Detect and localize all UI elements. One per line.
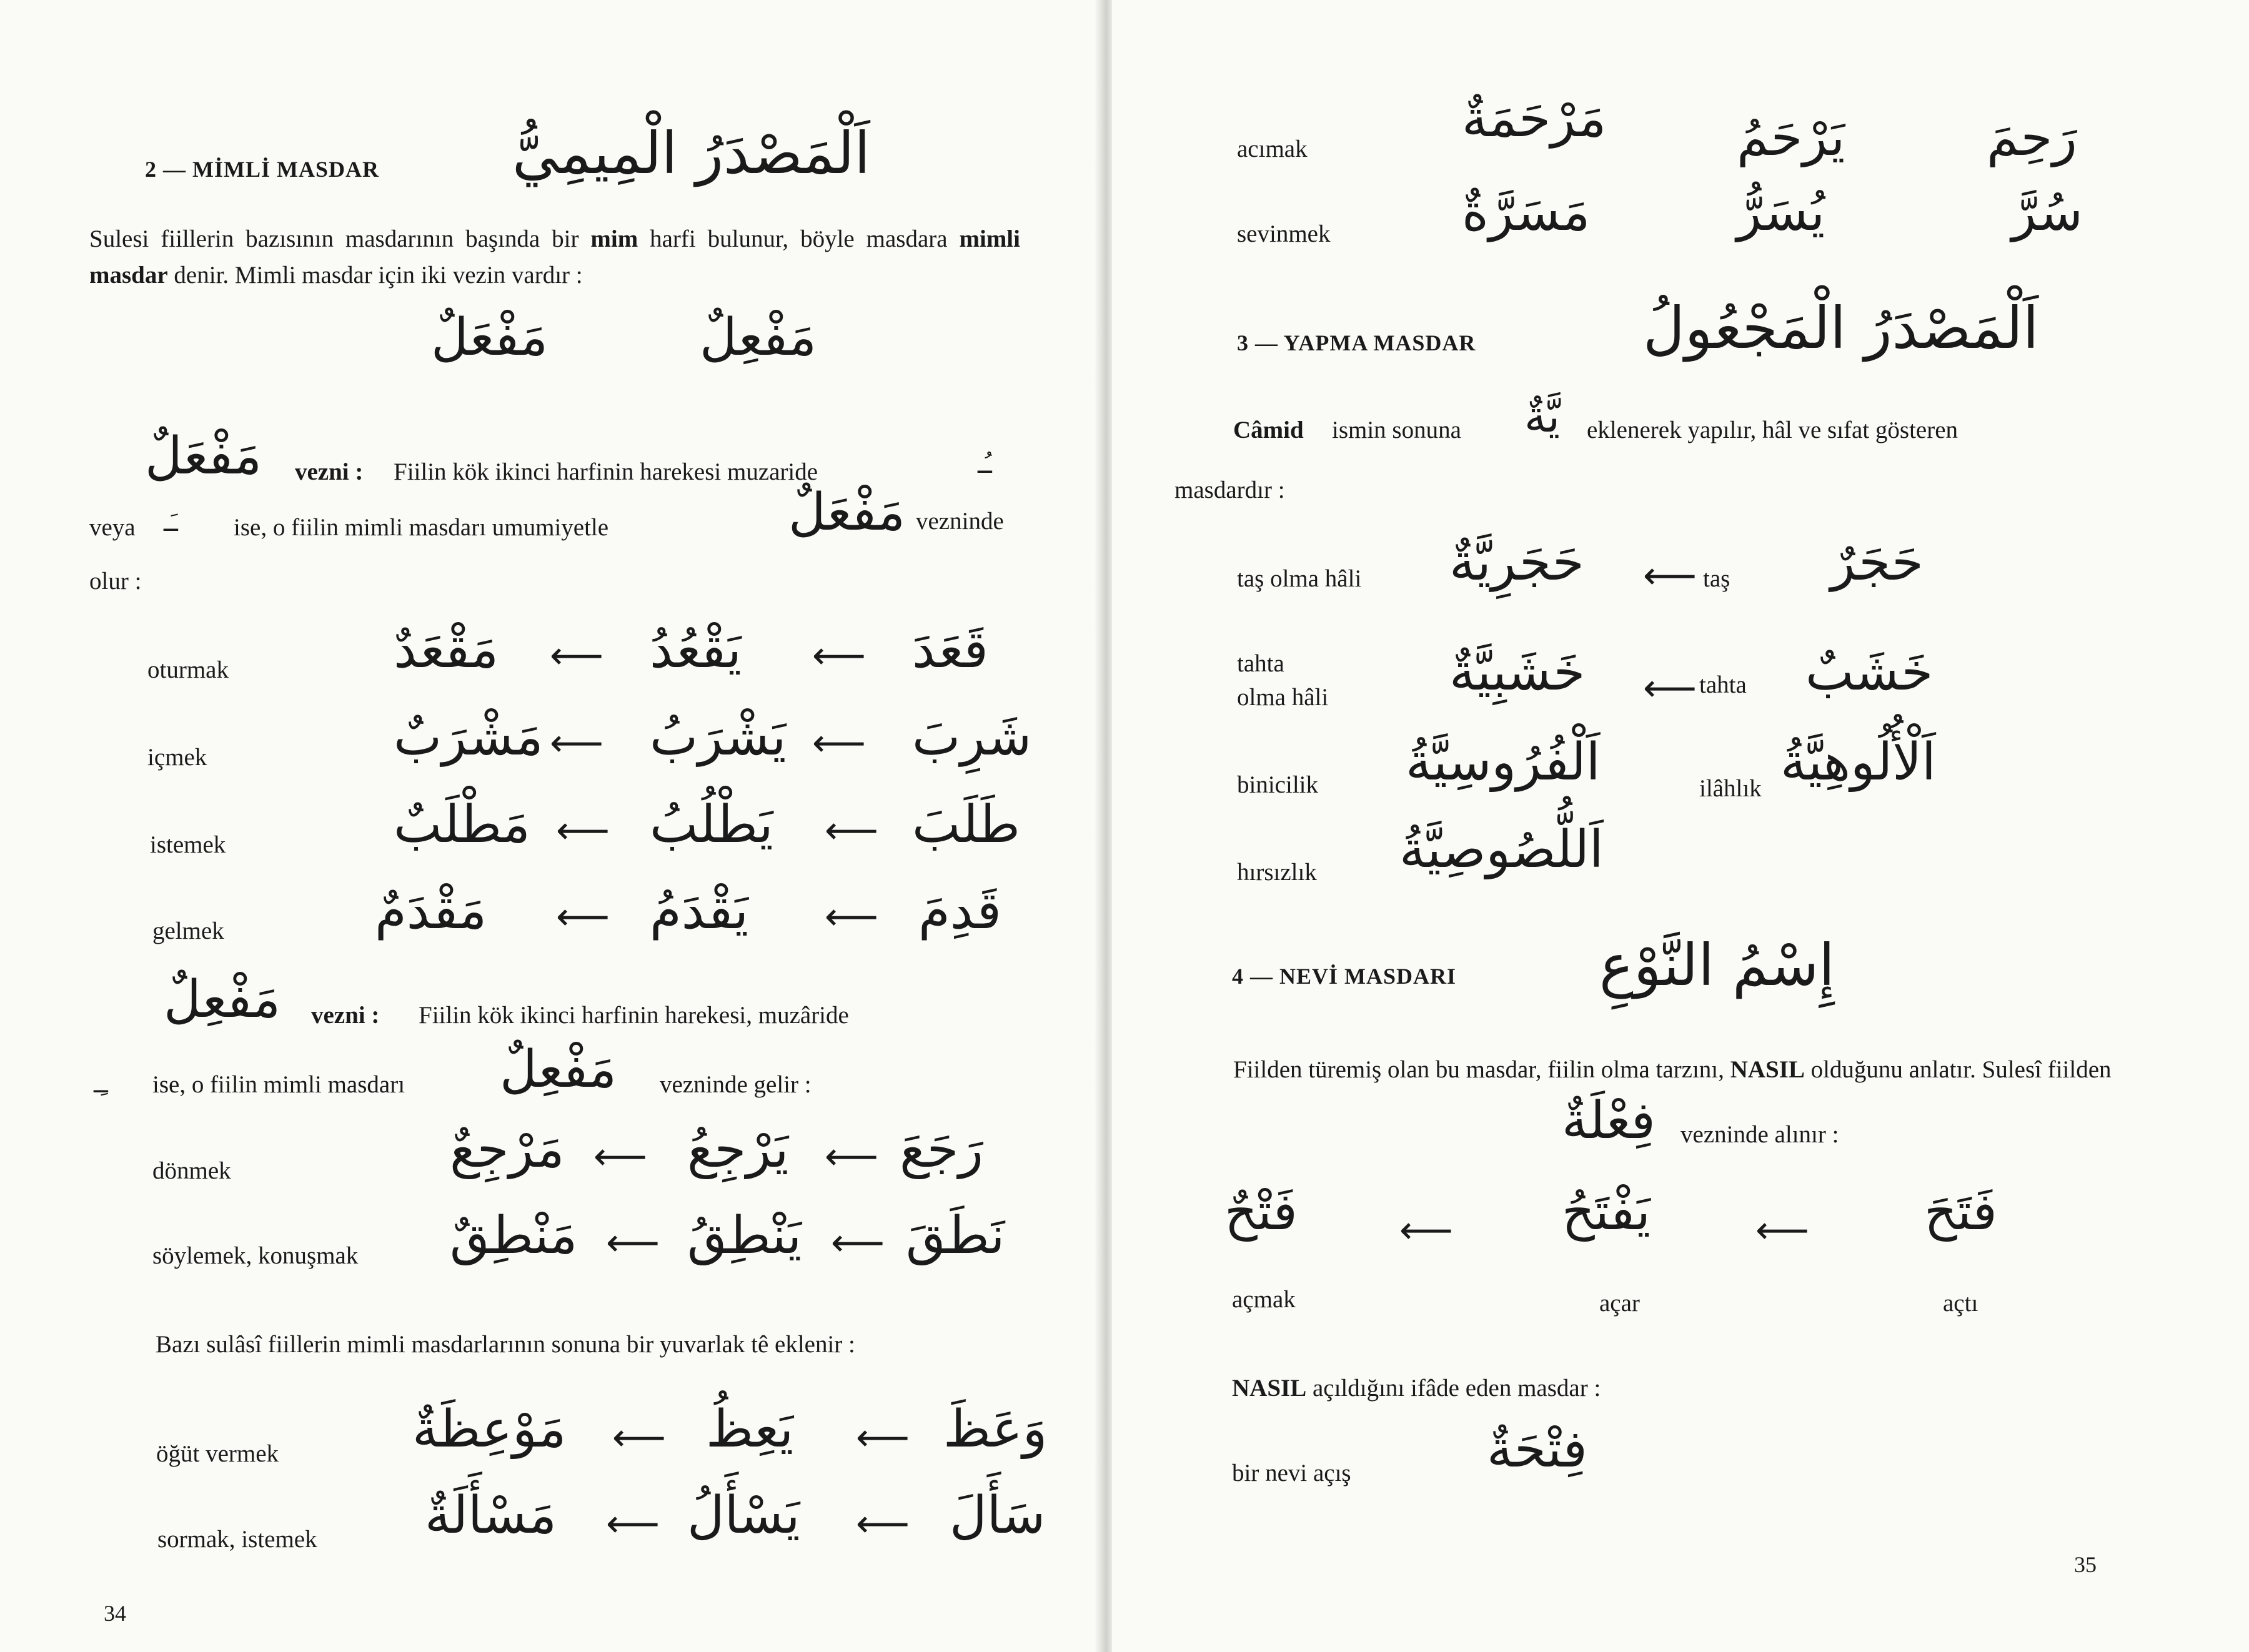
arrow-left-icon: ⟵: [856, 1416, 910, 1460]
pattern-maf-al: مَفْعَلٌ: [431, 308, 549, 367]
arrow-left-icon: ⟵: [812, 721, 866, 765]
left-page: [0, 0, 1100, 1652]
section3-suffix: يَّةٌ: [1524, 391, 1561, 442]
row4-madi: قَدِمَ: [918, 881, 1002, 941]
arrow-left-icon: ⟵: [812, 634, 866, 678]
rule1-vezninde: vezninde: [916, 508, 1004, 535]
row4-masdar: مَقْدَمٌ: [375, 881, 487, 941]
item2-base: خَشَبٌ: [1805, 643, 1934, 702]
section-title: 2 — MİMLİ MASDAR: [145, 157, 379, 182]
section3-camid: Câmid: [1233, 417, 1304, 443]
binicilik-meaning: binicilik: [1237, 771, 1318, 798]
page-number: 35: [2074, 1552, 2097, 1577]
row7-madi: وَعَظَ: [943, 1400, 1048, 1459]
intro-text-c: denir. Mimli masdar için iki vezin vardır :: [167, 262, 583, 289]
rule1-olur: olur :: [89, 568, 142, 595]
row1-madi: قَعَدَ: [912, 620, 988, 680]
top-row2-meaning: sevinmek: [1237, 220, 1331, 247]
example-meaning: bir nevi açış: [1232, 1460, 1351, 1486]
section3-text-a: ismin sonuna: [1332, 417, 1461, 443]
row8-meaning: sormak, istemek: [157, 1526, 317, 1553]
triple-mudari: يَفْتَحُ: [1562, 1182, 1651, 1242]
intro-paragraph: [89, 221, 1020, 294]
ilahlik-arabic: اَلْأُلُوهِيَّةُ: [1780, 733, 1936, 792]
rule1-vezni: vezni :: [295, 458, 364, 485]
section3-title: 3 — YAPMA MASDAR: [1237, 330, 1476, 355]
hirsizlik-arabic: اَللُّصُوصِيَّةُ: [1399, 820, 1604, 879]
row5-mudari: يَرْجِعُ: [687, 1120, 789, 1179]
top-row2-masdar: مَسَرَّةٌ: [1462, 183, 1591, 242]
triple-mudari-label: açar: [1599, 1290, 1640, 1317]
row3-madi: طَلَبَ: [912, 795, 1020, 854]
section4-text-b: olduğunu anlatır. Sulesî fiilden: [1804, 1056, 2112, 1083]
rule1-damma-mark: ـُـ: [978, 452, 992, 478]
rule1-fatha-mark: ـَـ: [164, 510, 178, 537]
right-page: [1112, 0, 2249, 1652]
item2-meaning-line1: tahta: [1237, 650, 1284, 677]
rule1-text: Fiilin kök ikinci harfinin harekesi muzaride: [394, 458, 818, 485]
arrow-left-icon: ⟵: [550, 634, 604, 678]
row7-masdar: مَوْعِظَةٌ: [412, 1400, 567, 1459]
top-row1-masdar: مَرْحَمَةٌ: [1462, 89, 1607, 149]
rule2-text3: vezninde gelir :: [660, 1071, 812, 1098]
section3-arabic-title: اَلْمَصْدَرُ الْمَجْعُولُ: [1643, 295, 2039, 362]
pattern-maf-il: مَفْعِلٌ: [700, 308, 817, 367]
rule1-text2: ise, o fiilin mimli masdarı umumiyetle: [234, 514, 609, 541]
row8-mudari: يَسْأَلُ: [687, 1486, 800, 1545]
section4-line1: [1233, 1056, 2112, 1085]
row5-masdar: مَرْجِعٌ: [450, 1120, 565, 1179]
row1-masdar: مَقْعَدٌ: [394, 620, 499, 680]
row2-masdar: مَشْرَبٌ: [394, 708, 544, 767]
row7-mudari: يَعِظُ: [706, 1400, 794, 1459]
triple-masdar-label: açmak: [1232, 1286, 1296, 1313]
section4-text-a: Fiilden türemiş olan bu masdar, fiilin olma tarzını,: [1233, 1056, 1730, 1083]
item2-base-meaning: tahta: [1699, 671, 1747, 698]
row2-madi: شَرِبَ: [912, 708, 1032, 767]
arrow-left-icon: ⟵: [856, 1502, 910, 1546]
arrow-left-icon: ⟵: [1643, 666, 1697, 710]
arrow-left-icon: ⟵: [825, 1135, 879, 1179]
row3-meaning: istemek: [150, 831, 226, 858]
top-row1-mudari: يَرْحَمُ: [1737, 108, 1845, 167]
intro-term-mimli: mimli masdar: [89, 225, 1020, 289]
item1-meaning: taş olma hâli: [1237, 565, 1362, 592]
section4-nasil: NASIL: [1730, 1056, 1805, 1083]
triple-masdar: فَتْحٌ: [1224, 1182, 1298, 1242]
arrow-left-icon: ⟵: [1755, 1209, 1810, 1252]
section4-title: 4 — NEVİ MASDARI: [1232, 964, 1457, 989]
section4-arabic-title: إِسْمُ النَّوْعِ: [1599, 932, 1835, 999]
triple-madi: فَتَحَ: [1924, 1182, 1997, 1242]
rule2-text2: ise, o fiilin mimli masdarı: [152, 1071, 405, 1098]
row3-mudari: يَطْلُبُ: [650, 795, 773, 854]
intro-term-mim: mim: [590, 225, 638, 252]
rule2-pattern: مَفْعِلٌ: [164, 970, 281, 1029]
section4-text-d: açıldığını ifâde eden masdar :: [1312, 1375, 1601, 1402]
section3-text-b: eklenerek yapılır, hâl ve sıfat gösteren: [1587, 417, 1959, 443]
section3-text-c: masdardır :: [1174, 477, 1285, 503]
rule2-vezni: vezni :: [311, 1002, 380, 1029]
section4-vezn-arabic: فِعْلَةٌ: [1562, 1091, 1656, 1150]
row8-madi: سَأَلَ: [950, 1486, 1046, 1545]
note-paragraph: Bazı sulâsî fiillerin mimli masdarlarının sonuna bir yuvarlak tê eklenir :: [156, 1331, 855, 1358]
item1-masdar: حَجَرِيَّةٌ: [1449, 533, 1584, 592]
rule1-veya: veya: [89, 514, 136, 541]
row3-masdar: مَطْلَبٌ: [394, 795, 530, 854]
intro-text-b: harfi bulunur, böyle masdara: [638, 225, 960, 252]
row2-meaning: içmek: [147, 744, 207, 771]
rule2-vezn-arabic: مَفْعِلٌ: [500, 1040, 617, 1099]
rule1-pattern: مَفْعَلٌ: [145, 427, 262, 486]
section4-text-c: vezninde alınır :: [1681, 1121, 1839, 1148]
rule2-kasra-mark: ـِـ: [94, 1071, 108, 1098]
triple-madi-label: açtı: [1943, 1290, 1978, 1317]
row1-mudari: يَقْعُدُ: [650, 620, 742, 680]
arrow-left-icon: ⟵: [825, 895, 879, 939]
top-row2-madi: سُرَّ: [2012, 183, 2083, 242]
example-arabic: فِتْحَةٌ: [1487, 1420, 1587, 1479]
row7-meaning: öğüt vermek: [156, 1440, 279, 1467]
arrow-left-icon: ⟵: [612, 1416, 667, 1460]
top-row1-madi: رَحِمَ: [1987, 108, 2077, 167]
item2-masdar: خَشَبِيَّةٌ: [1449, 643, 1586, 702]
page-number: 34: [104, 1601, 126, 1626]
intro-text-a: Sulesi fiillerin bazısının masdarının başında bir: [89, 225, 591, 252]
row5-madi: رَجَعَ: [900, 1120, 983, 1179]
arrow-left-icon: ⟵: [825, 809, 879, 853]
row6-masdar: مَنْطِقٌ: [450, 1206, 578, 1265]
row4-mudari: يَقْدَمُ: [650, 881, 749, 941]
item1-base: حَجَرٌ: [1830, 533, 1924, 592]
item2-meaning-line2: olma hâli: [1237, 684, 1329, 711]
row2-mudari: يَشْرَبُ: [650, 708, 787, 767]
section4-line3: [1232, 1374, 1601, 1403]
hirsizlik-meaning: hırsızlık: [1237, 859, 1317, 886]
binicilik-arabic: اَلْفُرُوسِيَّةُ: [1406, 733, 1601, 792]
arrow-left-icon: ⟵: [606, 1502, 660, 1546]
row6-meaning: söylemek, konuşmak: [152, 1242, 359, 1269]
section-arabic-title: اَلْمَصْدَرُ الْمِيمِيُّ: [512, 120, 870, 187]
row8-masdar: مَسْأَلَةٌ: [425, 1486, 557, 1545]
item1-base-meaning: taş: [1703, 565, 1730, 592]
rule1-vezn-arabic: مَفْعَلٌ: [788, 483, 906, 542]
section4-nasil2: NASIL: [1232, 1375, 1307, 1402]
rule2-text: Fiilin kök ikinci harfinin harekesi, muzâride: [419, 1002, 849, 1029]
arrow-left-icon: ⟵: [550, 721, 604, 765]
row5-meaning: dönmek: [152, 1157, 231, 1184]
arrow-left-icon: ⟵: [556, 895, 610, 939]
arrow-left-icon: ⟵: [831, 1221, 885, 1265]
row6-madi: نَطَقَ: [906, 1206, 1005, 1265]
ilahlik-meaning: ilâhlık: [1699, 775, 1762, 802]
row4-meaning: gelmek: [152, 918, 224, 944]
arrow-left-icon: ⟵: [556, 809, 610, 853]
top-row2-mudari: يُسَرُّ: [1737, 183, 1825, 242]
arrow-left-icon: ⟵: [606, 1221, 660, 1265]
arrow-left-icon: ⟵: [593, 1135, 648, 1179]
arrow-left-icon: ⟵: [1643, 554, 1697, 598]
top-row1-meaning: acımak: [1237, 136, 1308, 162]
row6-mudari: يَنْطِقُ: [687, 1206, 802, 1265]
row1-meaning: oturmak: [147, 656, 229, 683]
arrow-left-icon: ⟵: [1399, 1209, 1454, 1252]
